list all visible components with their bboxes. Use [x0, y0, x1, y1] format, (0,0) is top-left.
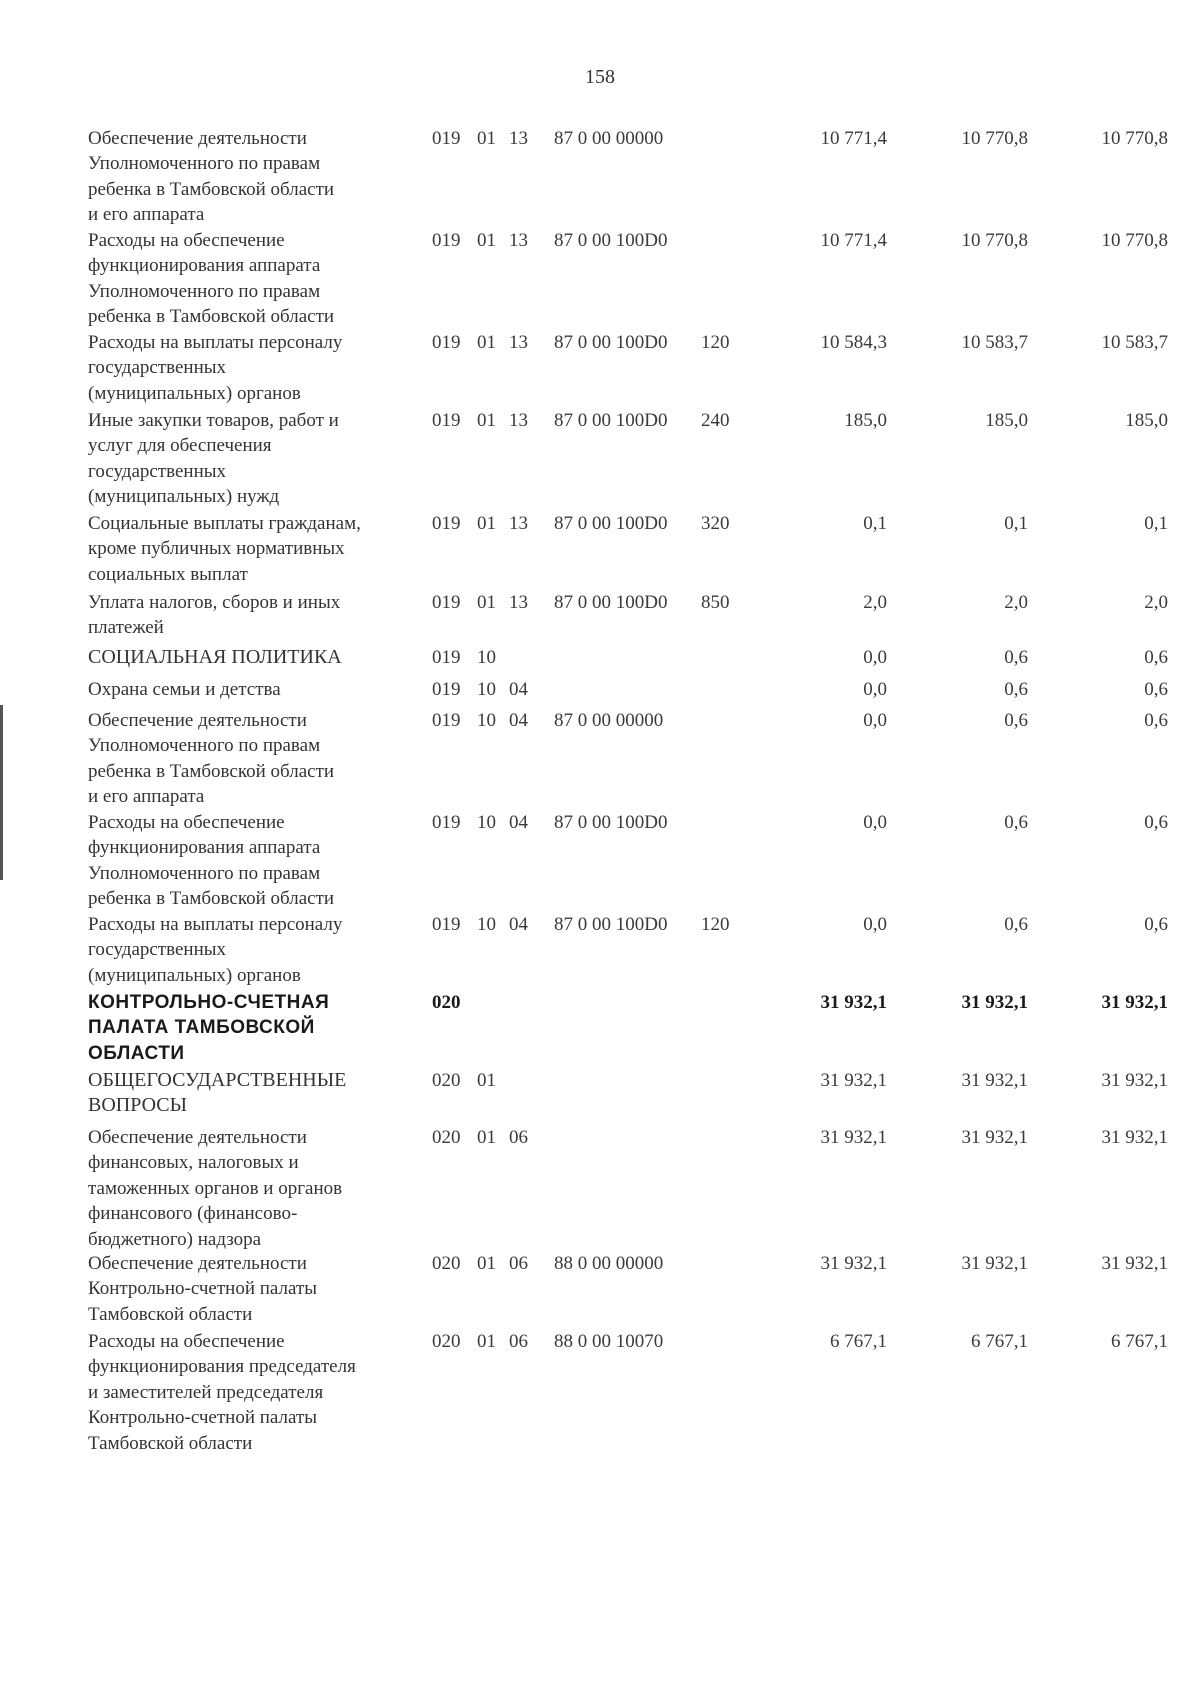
amount-year-3: 185,0 — [1125, 410, 1168, 431]
table-row — [88, 228, 1180, 330]
amount-year-3: 0,6 — [1144, 710, 1168, 731]
amount-year-3: 31 932,1 — [1101, 1127, 1168, 1148]
amount-year-1: 0,0 — [863, 679, 887, 700]
row-name: Обеспечение деятельности финансовых, налоговых и таможенных органов и органов финансового (финансово- бюджетного) надзора — [88, 1127, 343, 1250]
amount-year-3: 10 583,7 — [1101, 332, 1168, 353]
amount-year-3: 31 932,1 — [1101, 1070, 1168, 1091]
subsection-code: 13 — [509, 592, 528, 613]
amount-year-2: 185,0 — [985, 410, 1028, 431]
row-name: Уплата налогов, сборов и иных платежей — [88, 592, 341, 639]
subsection-code: 13 — [509, 128, 528, 149]
amount-year-1: 31 932,1 — [820, 1127, 887, 1148]
section-code: 01 — [477, 1127, 496, 1148]
amount-year-3: 10 770,8 — [1101, 230, 1168, 251]
grbs-code: 019 — [432, 710, 461, 731]
table-row — [88, 1251, 1180, 1329]
grbs-code: 019 — [432, 128, 461, 149]
amount-year-2: 31 932,1 — [961, 1253, 1028, 1274]
row-name: Обеспечение деятельности Уполномоченного по правам ребенка в Тамбовской области и его аппарата — [88, 128, 335, 226]
grbs-code: 019 — [432, 679, 461, 700]
table-row — [88, 1125, 1180, 1251]
amount-year-1: 31 932,1 — [820, 1070, 887, 1091]
table-row — [88, 708, 1180, 810]
subsection-code: 04 — [509, 812, 528, 833]
section-code: 10 — [477, 710, 496, 731]
table-row — [88, 408, 1180, 511]
table-row — [88, 990, 1180, 1068]
row-name: Иные закупки товаров, работ и услуг для обеспечения государственных (муниципальных) нужд — [88, 410, 339, 508]
section-code: 01 — [477, 1253, 496, 1274]
amount-year-2: 10 770,8 — [961, 230, 1028, 251]
row-name: Расходы на выплаты персоналу государственных (муниципальных) органов — [88, 914, 343, 986]
row-name: Обеспечение деятельности Контрольно-счетной палаты Тамбовской области — [88, 1253, 318, 1325]
section-code: 01 — [477, 128, 496, 149]
section-code: 10 — [477, 647, 496, 668]
row-name: Обеспечение деятельности Уполномоченного по правам ребенка в Тамбовской области и его аппарата — [88, 710, 335, 808]
amount-year-1: 0,1 — [863, 513, 887, 534]
amount-year-1: 0,0 — [863, 647, 887, 668]
amount-year-2: 0,6 — [1004, 679, 1028, 700]
subsection-code: 04 — [509, 679, 528, 700]
amount-year-2: 31 932,1 — [961, 1127, 1028, 1148]
grbs-code: 020 — [432, 992, 461, 1013]
row-name: Расходы на обеспечение функционирования аппарата Уполномоченного по правам ребенка в Тамбовской области — [88, 230, 335, 328]
subsection-code: 04 — [509, 710, 528, 731]
grbs-code: 020 — [432, 1127, 461, 1148]
expense-type-code: 120 — [701, 332, 730, 353]
expense-type-code: 320 — [701, 513, 730, 534]
page-number: 158 — [585, 66, 615, 88]
subsection-code: 06 — [509, 1253, 528, 1274]
section-code: 10 — [477, 914, 496, 935]
grbs-code: 020 — [432, 1331, 461, 1352]
row-name: ОБЩЕГОСУДАРСТВЕННЫЕ ВОПРОСЫ — [88, 1069, 347, 1117]
amount-year-3: 0,6 — [1144, 679, 1168, 700]
section-code: 01 — [477, 332, 496, 353]
amount-year-1: 0,0 — [863, 710, 887, 731]
expense-type-code: 120 — [701, 914, 730, 935]
target-article-code: 87 0 00 100D0 — [554, 812, 668, 833]
target-article-code: 87 0 00 100D0 — [554, 230, 668, 251]
row-name: Охрана семьи и детства — [88, 679, 281, 700]
target-article-code: 87 0 00 00000 — [554, 710, 664, 731]
budget-table — [88, 126, 1180, 1459]
row-name: СОЦИАЛЬНАЯ ПОЛИТИКА — [88, 646, 342, 668]
grbs-code: 019 — [432, 332, 461, 353]
target-article-code: 87 0 00 100D0 — [554, 914, 668, 935]
grbs-code: 020 — [432, 1070, 461, 1091]
amount-year-1: 0,0 — [863, 812, 887, 833]
amount-year-1: 31 932,1 — [820, 1253, 887, 1274]
amount-year-2: 0,6 — [1004, 914, 1028, 935]
amount-year-1: 10 584,3 — [820, 332, 887, 353]
amount-year-2: 31 932,1 — [961, 992, 1028, 1013]
amount-year-2: 0,6 — [1004, 812, 1028, 833]
grbs-code: 019 — [432, 230, 461, 251]
amount-year-3: 0,1 — [1144, 513, 1168, 534]
expense-type-code: 240 — [701, 410, 730, 431]
section-code: 01 — [477, 1331, 496, 1352]
amount-year-2: 10 583,7 — [961, 332, 1028, 353]
section-code: 01 — [477, 513, 496, 534]
section-code: 01 — [477, 410, 496, 431]
amount-year-1: 6 767,1 — [830, 1331, 887, 1352]
table-row — [88, 1068, 1180, 1125]
section-code: 10 — [477, 679, 496, 700]
amount-year-3: 0,6 — [1144, 914, 1168, 935]
grbs-code: 019 — [432, 914, 461, 935]
amount-year-1: 0,0 — [863, 914, 887, 935]
table-row — [88, 810, 1180, 912]
expense-type-code: 850 — [701, 592, 730, 613]
target-article-code: 88 0 00 00000 — [554, 1253, 664, 1274]
grbs-code: 019 — [432, 647, 461, 668]
subsection-code: 06 — [509, 1127, 528, 1148]
amount-year-1: 10 771,4 — [820, 128, 887, 149]
target-article-code: 87 0 00 100D0 — [554, 513, 668, 534]
row-name: Расходы на обеспечение функционирования аппарата Уполномоченного по правам ребенка в Тамбовской области — [88, 812, 335, 910]
table-row — [88, 677, 1180, 708]
amount-year-1: 31 932,1 — [820, 992, 887, 1013]
amount-year-3: 10 770,8 — [1101, 128, 1168, 149]
subsection-code: 13 — [509, 332, 528, 353]
grbs-code: 019 — [432, 592, 461, 613]
target-article-code: 88 0 00 10070 — [554, 1331, 664, 1352]
amount-year-3: 0,6 — [1144, 812, 1168, 833]
subsection-code: 06 — [509, 1331, 528, 1352]
amount-year-2: 2,0 — [1004, 592, 1028, 613]
table-row — [88, 330, 1180, 408]
table-row — [88, 126, 1180, 228]
grbs-code: 020 — [432, 1253, 461, 1274]
row-name: КОНТРОЛЬНО-СЧЕТНАЯ ПАЛАТА ТАМБОВСКОЙ ОБЛАСТИ — [88, 992, 330, 1064]
amount-year-2: 0,6 — [1004, 710, 1028, 731]
amount-year-2: 0,1 — [1004, 513, 1028, 534]
amount-year-2: 10 770,8 — [961, 128, 1028, 149]
table-row — [88, 1329, 1180, 1459]
subsection-code: 13 — [509, 410, 528, 431]
amount-year-1: 2,0 — [863, 592, 887, 613]
row-name: Расходы на выплаты персоналу государственных (муниципальных) органов — [88, 332, 343, 404]
amount-year-3: 31 932,1 — [1101, 992, 1168, 1013]
row-name: Социальные выплаты гражданам, кроме публичных нормативных социальных выплат — [88, 513, 361, 585]
amount-year-2: 31 932,1 — [961, 1070, 1028, 1091]
grbs-code: 019 — [432, 513, 461, 534]
amount-year-2: 0,6 — [1004, 647, 1028, 668]
amount-year-2: 6 767,1 — [971, 1331, 1028, 1352]
subsection-code: 13 — [509, 230, 528, 251]
section-code: 01 — [477, 230, 496, 251]
amount-year-3: 2,0 — [1144, 592, 1168, 613]
target-article-code: 87 0 00 100D0 — [554, 410, 668, 431]
table-row — [88, 590, 1180, 645]
row-name: Расходы на обеспечение функционирования председателя и заместителей председателя Контрольно-счетной палаты Тамбовской области — [88, 1331, 356, 1454]
target-article-code: 87 0 00 00000 — [554, 128, 664, 149]
section-code: 10 — [477, 812, 496, 833]
section-code: 01 — [477, 1070, 496, 1091]
section-code: 01 — [477, 592, 496, 613]
target-article-code: 87 0 00 100D0 — [554, 592, 668, 613]
grbs-code: 019 — [432, 812, 461, 833]
table-row — [88, 645, 1180, 677]
amount-year-1: 185,0 — [844, 410, 887, 431]
target-article-code: 87 0 00 100D0 — [554, 332, 668, 353]
subsection-code: 04 — [509, 914, 528, 935]
subsection-code: 13 — [509, 513, 528, 534]
table-row — [88, 511, 1180, 590]
amount-year-3: 31 932,1 — [1101, 1253, 1168, 1274]
scan-edge-mark — [0, 705, 3, 880]
amount-year-1: 10 771,4 — [820, 230, 887, 251]
table-row — [88, 912, 1180, 990]
grbs-code: 019 — [432, 410, 461, 431]
amount-year-3: 6 767,1 — [1111, 1331, 1168, 1352]
amount-year-3: 0,6 — [1144, 647, 1168, 668]
